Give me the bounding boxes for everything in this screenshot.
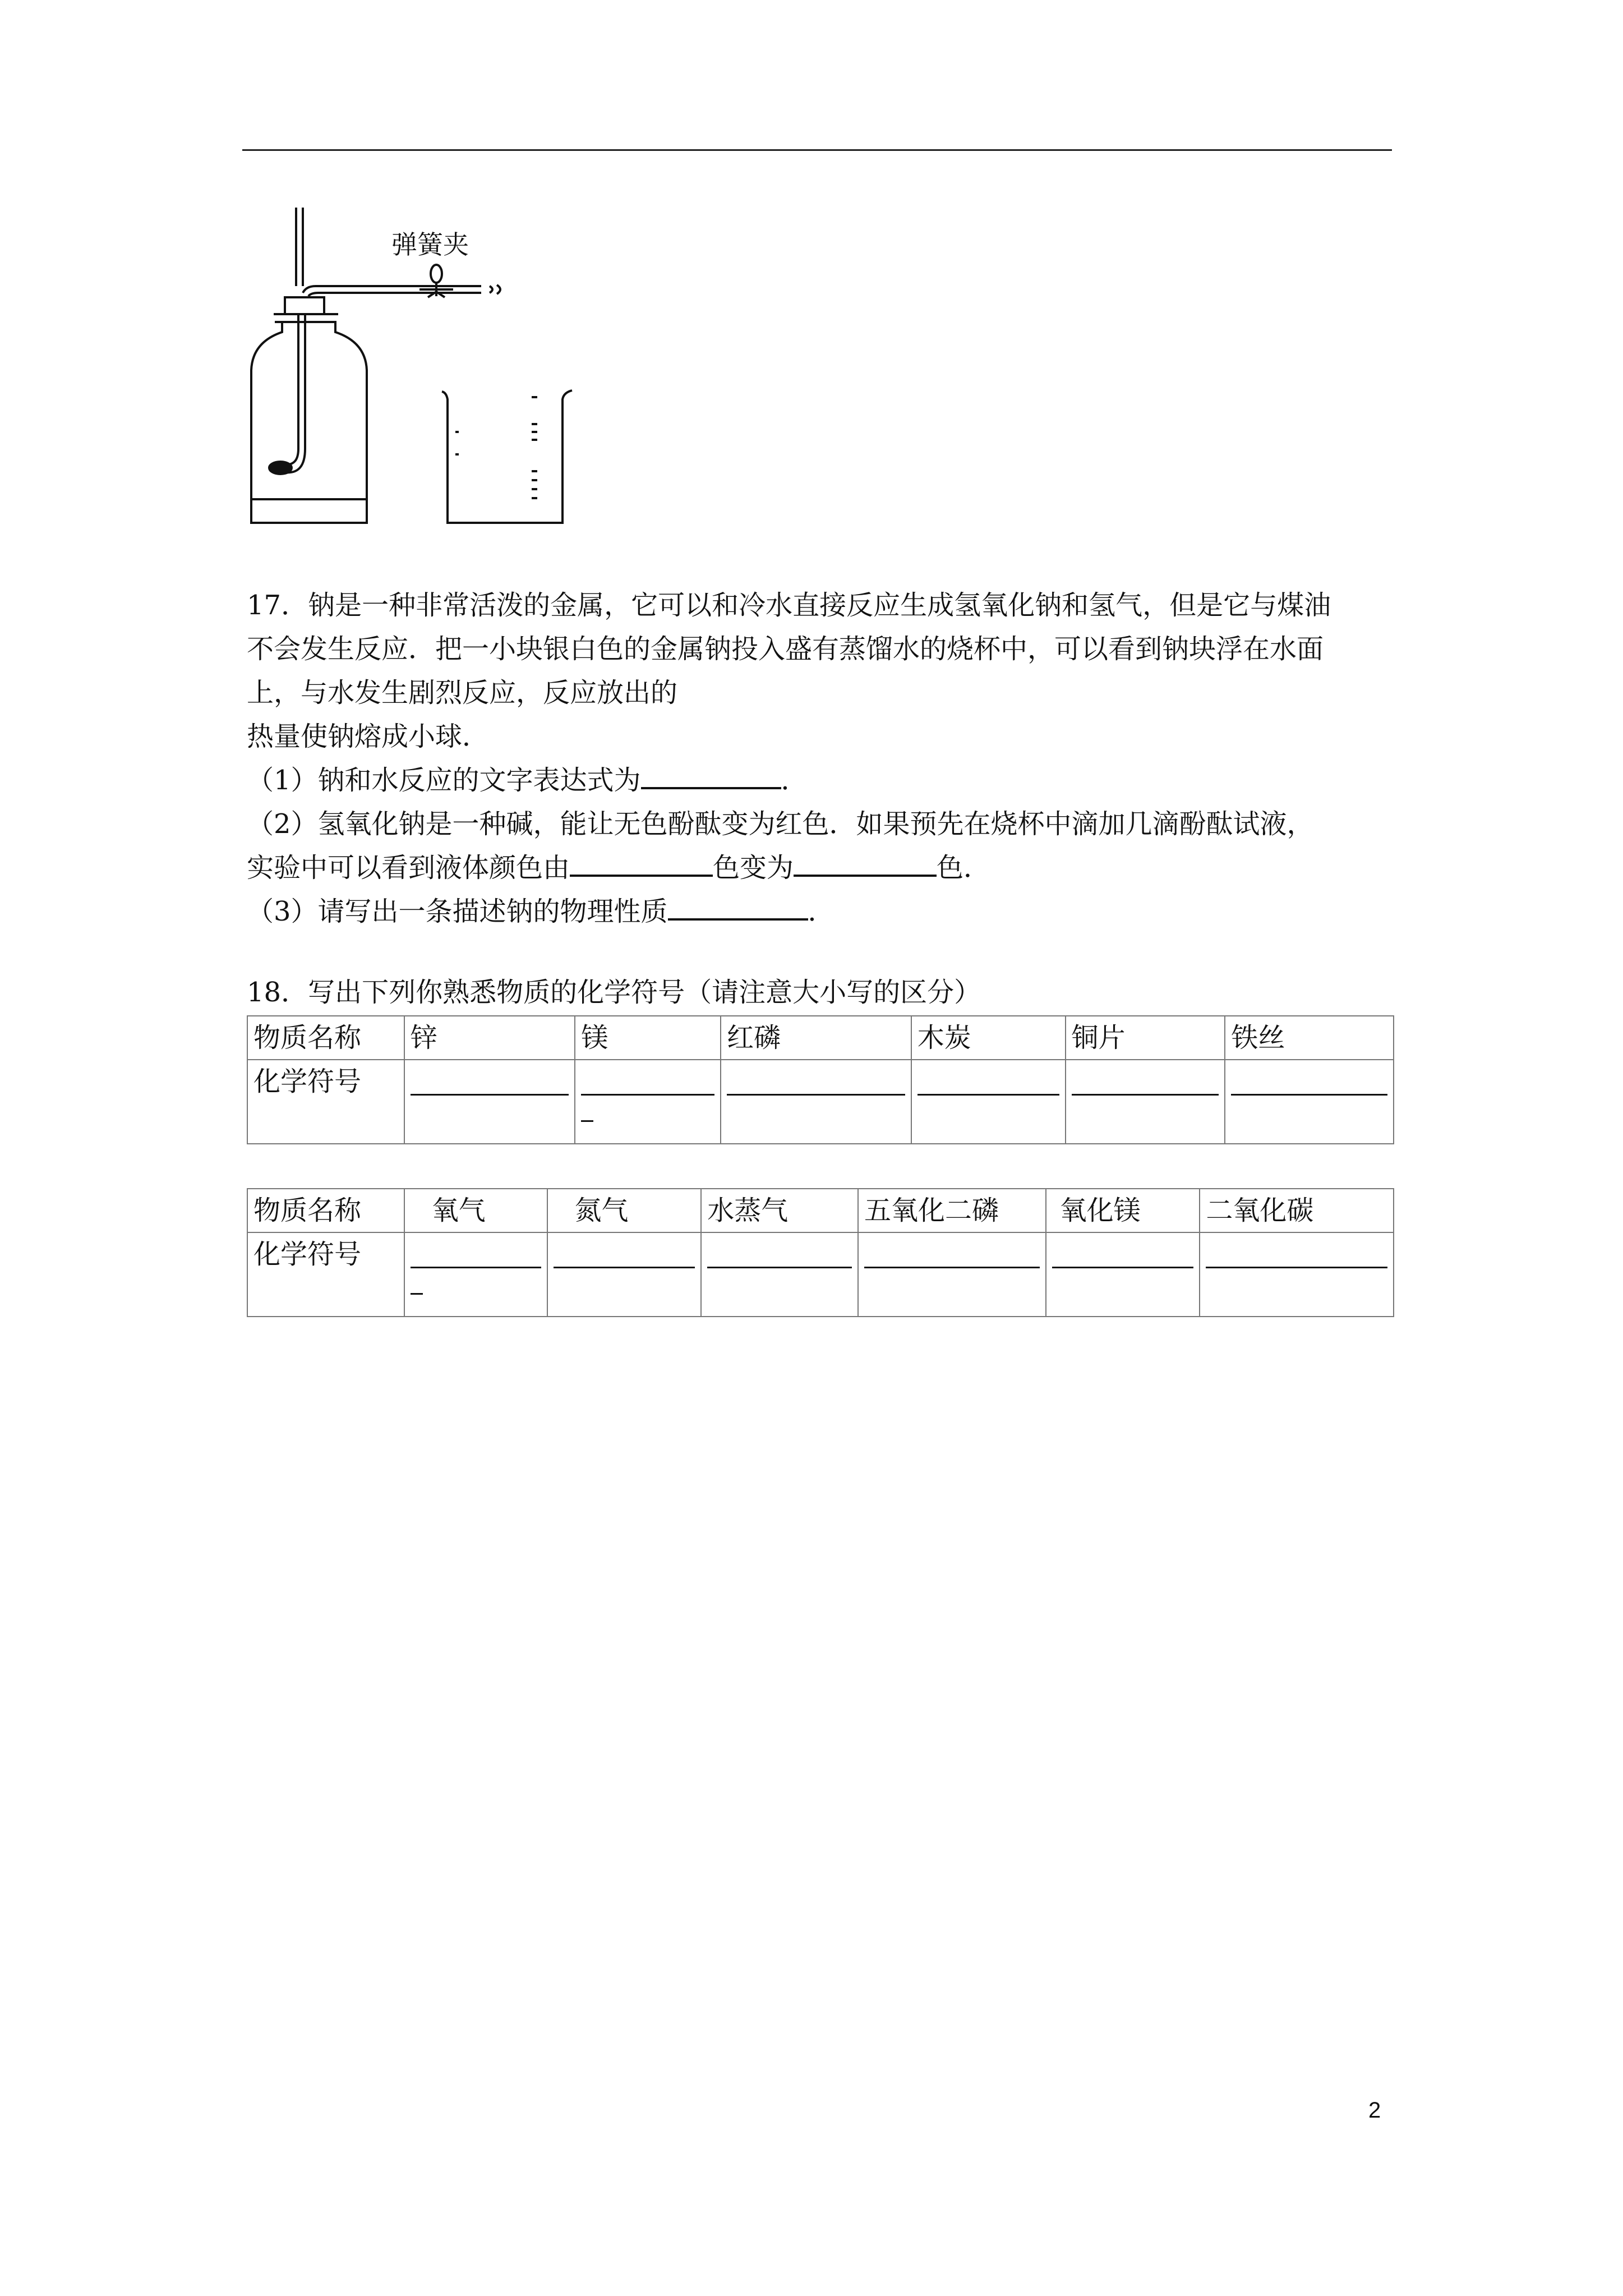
q17-sub1-prefix: （1）钠和水反应的文字表达式为 xyxy=(247,765,641,796)
table-cell: 二氧化碳 xyxy=(1200,1189,1394,1232)
question-17 xyxy=(247,583,1396,933)
q17-sub1-suffix: ． xyxy=(781,765,808,796)
q17-sub3-prefix: （3）请写出一条描述钠的物理性质 xyxy=(247,896,668,927)
answer-cell[interactable] xyxy=(404,1232,547,1317)
symbol-table-2 xyxy=(247,1188,1394,1317)
answer-blank[interactable] xyxy=(641,763,781,789)
answer-cell[interactable] xyxy=(1200,1232,1394,1317)
q17-sub3-suffix: ． xyxy=(808,896,835,927)
q17-stem-line3: 上，与水发生剧烈反应，反应放出的 xyxy=(247,677,678,708)
table-cell: 镁 xyxy=(575,1016,721,1060)
table-cell: 水蒸气 xyxy=(701,1189,858,1232)
answer-blank[interactable] xyxy=(794,850,937,877)
table-cell: 锌 xyxy=(404,1016,575,1060)
clamp-label: 弹簧夹 xyxy=(391,229,469,260)
answer-cell[interactable] xyxy=(404,1060,575,1144)
table-cell: 氧化镁 xyxy=(1046,1189,1200,1232)
table-cell: 铜片 xyxy=(1066,1016,1225,1060)
table-cell: 氧气 xyxy=(404,1189,547,1232)
table-cell: 红磷 xyxy=(721,1016,911,1060)
answer-cell[interactable] xyxy=(911,1060,1066,1144)
page-number: 2 xyxy=(1368,2098,1381,2123)
table-row xyxy=(247,1232,1394,1317)
table-cell: 铁丝 xyxy=(1225,1016,1394,1060)
answer-cell[interactable] xyxy=(575,1060,721,1144)
answer-cell[interactable] xyxy=(721,1060,911,1144)
answer-cell[interactable] xyxy=(1066,1060,1225,1144)
q17-sub2-text-c: 色． xyxy=(937,852,991,884)
q17-sub3 xyxy=(247,890,1396,933)
table-cell: 木炭 xyxy=(911,1016,1066,1060)
table2-row2-header: 化学符号 xyxy=(247,1232,404,1317)
q17-sub2-line1: （2）氢氧化钠是一种碱，能让无色酚酞变为红色．如果预先在烧杯中滴加几滴酚酞试液， xyxy=(247,808,1314,840)
apparatus-figure xyxy=(240,202,588,533)
q17-sub2-text-b: 色变为 xyxy=(713,852,794,884)
table-cell: 五氧化二磷 xyxy=(858,1189,1046,1232)
table-row xyxy=(247,1189,1394,1232)
table-row xyxy=(247,1016,1394,1060)
header-rule xyxy=(242,149,1392,151)
answer-blank[interactable] xyxy=(668,894,808,921)
answer-cell[interactable] xyxy=(1225,1060,1394,1144)
q17-sub2-line2 xyxy=(247,846,1396,890)
answer-cell[interactable] xyxy=(1046,1232,1200,1317)
answer-cell[interactable] xyxy=(701,1232,858,1317)
q18-title: 18．写出下列你熟悉物质的化学符号（请注意大小写的区分） xyxy=(247,977,981,1008)
q17-stem-line2: 不会发生反应．把一小块银白色的金属钠投入盛有蒸馏水的烧杯中，可以看到钠块浮在水面 xyxy=(247,633,1324,665)
answer-cell[interactable] xyxy=(858,1232,1046,1317)
table1-row2-header: 化学符号 xyxy=(247,1060,404,1144)
table-row xyxy=(247,1060,1394,1144)
question-18 xyxy=(247,970,1396,1014)
answer-cell[interactable] xyxy=(547,1232,702,1317)
answer-blank[interactable] xyxy=(570,850,713,877)
table2-row1-header: 物质名称 xyxy=(247,1189,404,1232)
table-cell: 氮气 xyxy=(547,1189,702,1232)
table1-row1-header: 物质名称 xyxy=(247,1016,404,1060)
q17-sub2-text-a: 实验中可以看到液体颜色由 xyxy=(247,852,570,884)
q17-stem-line4: 热量使钠熔成小球． xyxy=(247,721,490,752)
q17-stem-line1: 17．钠是一种非常活泼的金属，它可以和冷水直接反应生成氢氧化钠和氢气，但是它与煤油 xyxy=(247,590,1331,621)
symbol-table-1 xyxy=(247,1015,1394,1144)
q17-sub1 xyxy=(247,758,1396,802)
